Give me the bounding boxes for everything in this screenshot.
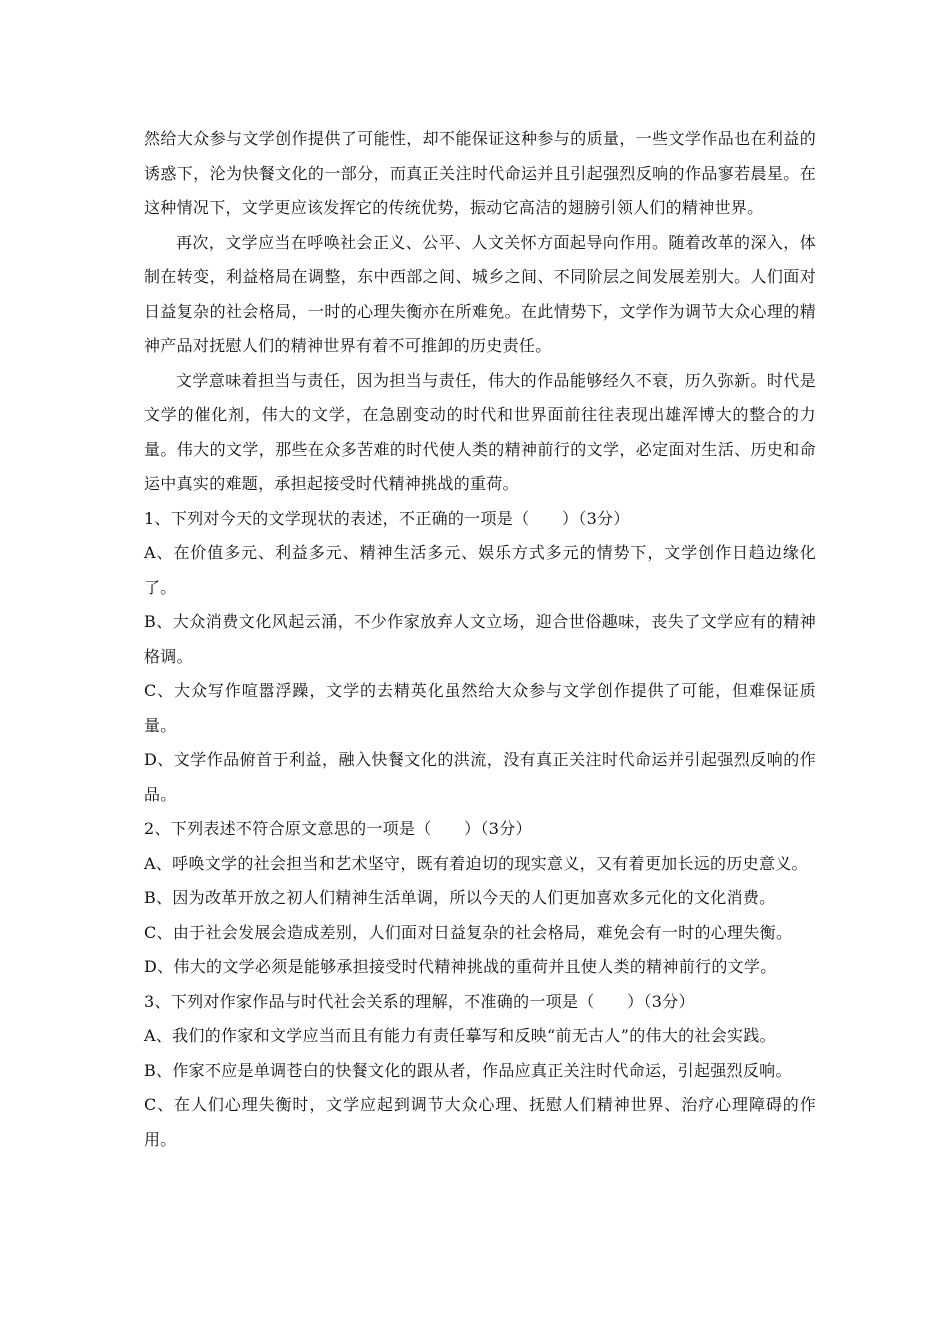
question-2 — [144, 812, 816, 985]
passage-paragraph-3: 文学意味着担当与责任，因为担当与责任，伟大的作品能够经久不衰，历久弥新。时代是文学的催化剂，伟大的文学，在急剧变动的时代和世界面前往往表现出雄浑博大的整合的力量。伟大的文学，那些在众多苦难的时代使人类的精神前行的文学，必定面对生活、历史和命运中真实的难题，承担起接受时代精神挑战的重荷。 — [144, 370, 816, 493]
question-stem: 2、下列表述不符合原文意思的一项是（ ）（3分） — [144, 819, 532, 838]
option-b: B、大众消费文化风起云涌，不少作家放弃人文立场，迎合世俗趣味，丧失了文学应有的精神格调。 — [144, 612, 816, 666]
question-1 — [144, 502, 816, 813]
passage-paragraph-2: 再次，文学应当在呼唤社会正义、公平、人文关怀方面起导向作用。随着改革的深入，体制在转变，利益格局在调整，东中西部之间、城乡之间、不同阶层之间发展差别大。人们面对日益复杂的社会格局，一时的心理失衡亦在所难免。在此情势下，文学作为调节大众心理的精神产品对抚慰人们的精神世界有着不可推卸的历史责任。 — [144, 232, 816, 355]
option-b: B、作家不应是单调苍白的快餐文化的跟从者，作品应真正关注时代命运，引起强烈反响。 — [144, 1060, 792, 1080]
question-stem: 1、下列对今天的文学现状的表述，不正确的一项是（ ）（3分） — [144, 508, 630, 528]
option-d: D、伟大的文学必须是能够承担接受时代精神挑战的重荷并且使人类的精神前行的文学。 — [144, 957, 777, 976]
option-c: C、大众写作喧嚣浮躁，文学的去精英化虽然给大众参与文学创作提供了可能，但难保证质量。 — [144, 681, 816, 735]
option-c: C、由于社会发展会造成差别，人们面对日益复杂的社会格局，难免会有一时的心理失衡。 — [144, 922, 793, 942]
question-stem: 3、下列对作家作品与时代社会关系的理解，不准确的一项是（ ）（3分） — [144, 991, 695, 1011]
option-d: D、文学作品俯首于利益，融入快餐文化的洪流，没有真正关注时代命运并引起强烈反响的作品。 — [144, 750, 816, 804]
option-b: B、因为改革开放之初人们精神生活单调，所以今天的人们更加喜欢多元化的文化消费。 — [144, 888, 776, 907]
passage-paragraph-1: 然给大众参与文学创作提供了可能性，却不能保证这种参与的质量，一些文学作品也在利益的诱惑下，沦为快餐文化的一部分，而真正关注时代命运并且引起强烈反响的作品寥若晨星。在这种情况下，文学更应该发挥它的传统优势，振动它高洁的翅膀引领人们的精神世界。 — [144, 129, 816, 217]
option-a: A、呼唤文学的社会担当和艺术坚守，既有着迫切的现实意义，又有着更加长远的历史意义。 — [144, 853, 808, 873]
question-3 — [144, 985, 816, 1158]
option-a: A、我们的作家和文学应当而且有能力有责任摹写和反映“前无古人”的伟大的社会实践。 — [144, 1026, 776, 1045]
document-body — [144, 122, 816, 1157]
option-a: A、在价值多元、利益多元、精神生活多元、娱乐方式多元的情势下，文学创作日趋边缘化了。 — [144, 543, 816, 597]
option-c: C、在人们心理失衡时，文学应起到调节大众心理、抚慰人们精神世界、治疗心理障碍的作用。 — [144, 1095, 816, 1149]
